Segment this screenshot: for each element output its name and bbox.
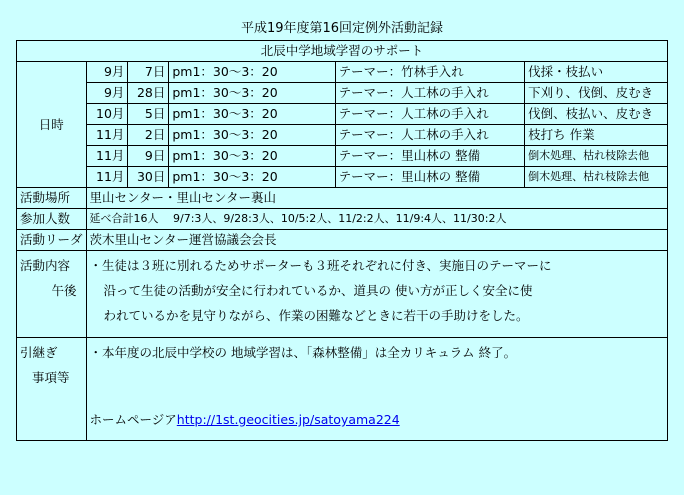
- schedule-time: pm1：30～3：20: [169, 125, 335, 146]
- schedule-theme: テーマー：竹林手入れ: [335, 62, 525, 83]
- activity-line: 沿って生徒の活動が安全に行われているか、道具の 使い方が正しく安全に使: [103, 283, 533, 298]
- schedule-month: 10月: [86, 104, 128, 125]
- handover-label-cell: [17, 338, 87, 441]
- schedule-tasks: 伐倒、枝払い、皮むき: [525, 104, 668, 125]
- activity-content: [86, 251, 667, 338]
- participants-row: [17, 209, 668, 230]
- schedule-month: 9月: [86, 83, 128, 104]
- leader-row: [17, 230, 668, 251]
- schedule-row: [17, 83, 668, 104]
- homepage-line: [90, 407, 664, 432]
- schedule-tasks: 下刈り、伐倒、皮むき: [525, 83, 668, 104]
- schedule-day: 30日: [128, 167, 169, 188]
- schedule-day: 7日: [128, 62, 169, 83]
- schedule-row: [17, 62, 668, 83]
- schedule-tasks: 倒木処理、枯れ枝除去他: [525, 146, 668, 167]
- schedule-theme: テーマー：人工林の手入れ: [335, 125, 525, 146]
- schedule-tasks: 伐採・枝払い: [525, 62, 668, 83]
- schedule-row: [17, 146, 668, 167]
- schedule-time: pm1：30～3：20: [169, 146, 335, 167]
- activity-sublabel: 午後: [51, 283, 77, 298]
- handover-label: 引継ぎ: [20, 345, 58, 360]
- activity-label-cell: [17, 251, 87, 338]
- schedule-theme: テーマー：人工林の手入れ: [335, 83, 525, 104]
- schedule-day: 28日: [128, 83, 169, 104]
- schedule-time: pm1：30～3：20: [169, 62, 335, 83]
- handover-row: [17, 338, 668, 441]
- handover-content: [86, 338, 667, 441]
- location-row: [17, 188, 668, 209]
- homepage-link[interactable]: http://1st.geocities.jp/satoyama224: [176, 412, 400, 427]
- schedule-time: pm1：30～3：20: [169, 167, 335, 188]
- header-text: 北辰中学地域学習のサポート: [17, 41, 668, 62]
- participants-label: 参加人数: [17, 209, 87, 230]
- schedule-month: 11月: [86, 146, 128, 167]
- schedule-tasks: 枝打ち 作業: [525, 125, 668, 146]
- activity-record-table: [16, 40, 668, 441]
- handover-text: ・本年度の北辰中学校の 地域学習は、「森林整備」は全カリキュラム 終了。: [89, 345, 517, 360]
- schedule-theme: テーマー：人工林の手入れ: [335, 104, 525, 125]
- schedule-label: 日時: [17, 62, 87, 188]
- schedule-time: pm1：30～3：20: [169, 104, 335, 125]
- page-title: 平成19年度第16回定例外活動記録: [240, 21, 444, 36]
- schedule-row: [17, 104, 668, 125]
- schedule-tasks: 倒木処理、枯れ枝除去他: [525, 167, 668, 188]
- handover-sublabel: 事項等: [32, 370, 70, 385]
- schedule-month: 9月: [86, 62, 128, 83]
- schedule-time: pm1：30～3：20: [169, 83, 335, 104]
- schedule-theme: テーマー：里山林の 整備: [335, 146, 525, 167]
- activity-line: われているかを見守りながら、作業の困難などときに若干の手助けをした。: [103, 308, 529, 323]
- activity-row: [17, 251, 668, 338]
- schedule-row: [17, 125, 668, 146]
- homepage-label: ホームページア: [89, 412, 177, 427]
- schedule-day: 2日: [128, 125, 169, 146]
- header-row: [17, 41, 668, 62]
- schedule-row: [17, 167, 668, 188]
- leader-value: 茨木里山センター運営協議会会長: [86, 230, 667, 251]
- schedule-theme: テーマー：里山林の 整備: [335, 167, 525, 188]
- leader-label: 活動リーダ: [17, 230, 87, 251]
- location-value: 里山センター・里山センター裏山: [86, 188, 667, 209]
- schedule-day: 9日: [128, 146, 169, 167]
- schedule-month: 11月: [86, 125, 128, 146]
- schedule-month: 11月: [86, 167, 128, 188]
- activity-label: 活動内容: [20, 258, 71, 273]
- location-label: 活動場所: [17, 188, 87, 209]
- schedule-day: 5日: [128, 104, 169, 125]
- participants-value: 延べ合計16人 9/7:3人、9/28:3人、10/5:2人、11/2:2人、11/9:4人、11/30:2人: [86, 209, 667, 230]
- activity-line: ・生徒は３班に別れるためサポーターも３班それぞれに付き、実施日のテーマーに: [89, 258, 552, 273]
